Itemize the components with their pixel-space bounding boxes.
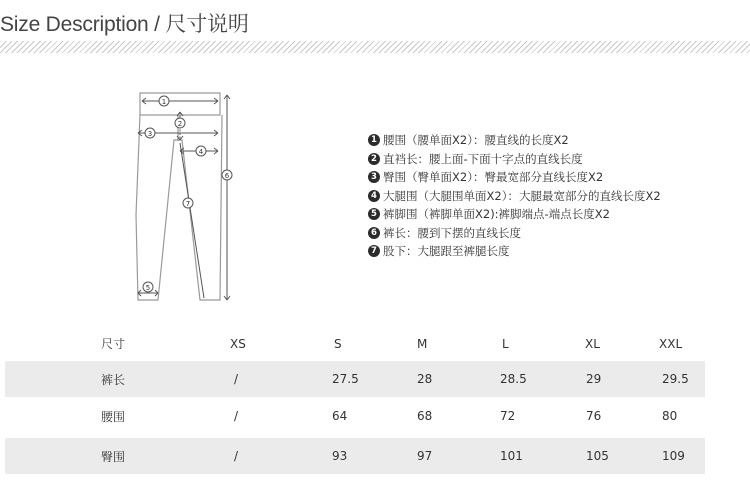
- table-cell: 腰围: [101, 409, 126, 424]
- pants-diagram: [130, 85, 240, 310]
- table-cell: 29: [586, 372, 602, 386]
- table-cell: 29.5: [662, 372, 689, 386]
- table-header-cell: S: [334, 336, 342, 351]
- measurement-legend: [368, 131, 661, 261]
- legend-text: 臀围（臀单面X2）：臀最宽部分直线长度X2: [383, 170, 604, 185]
- table-cell: 64: [332, 409, 348, 423]
- legend-item: [368, 205, 661, 224]
- legend-item: [368, 168, 661, 187]
- table-cell: 76: [586, 409, 602, 423]
- legend-number-badge: 3: [368, 171, 380, 183]
- legend-item: [368, 187, 661, 206]
- diagram-marker-2: [175, 118, 185, 128]
- table-cell: /: [234, 449, 239, 463]
- legend-text: 股下：大腿跟至裤腿长度: [383, 244, 510, 259]
- svg-text:5: 5: [145, 284, 151, 292]
- table-header-cell: 尺寸: [101, 337, 126, 351]
- legend-item: [368, 224, 661, 243]
- svg-text:1: 1: [161, 98, 167, 106]
- diagram-marker-6: [222, 170, 232, 180]
- table-header-cell: XXL: [659, 336, 683, 351]
- table-cell: 93: [332, 449, 348, 463]
- svg-text:7: 7: [185, 200, 191, 208]
- table-cell: /: [234, 409, 239, 423]
- legend-number-badge: 4: [368, 190, 380, 202]
- size-table: [5, 326, 705, 474]
- table-cell: 101: [500, 449, 523, 463]
- table-row: [5, 398, 705, 434]
- legend-text: 腰围（腰单面X2）：腰直线的长度X2: [383, 133, 569, 148]
- diagram-marker-5: [143, 282, 153, 292]
- legend-text: 裤长：腰到下摆的直线长度: [383, 225, 521, 240]
- pants-waistband: [140, 93, 220, 115]
- table-cell: 80: [662, 409, 678, 423]
- svg-text:4: 4: [198, 148, 204, 156]
- table-row: [5, 361, 705, 397]
- diagram-marker-4: [196, 146, 206, 156]
- legend-number-badge: 2: [368, 153, 380, 165]
- table-header-cell: XS: [230, 336, 246, 351]
- title-divider: [0, 41, 750, 53]
- table-cell: 28: [417, 372, 433, 386]
- svg-text:6: 6: [224, 172, 230, 180]
- diagram-marker-7: [183, 198, 193, 208]
- table-cell: 27.5: [332, 372, 359, 386]
- legend-item: [368, 242, 661, 261]
- table-header-cell: XL: [585, 336, 600, 351]
- diagram-marker-1: [159, 96, 169, 106]
- table-cell: 28.5: [500, 372, 527, 386]
- legend-number-badge: 5: [368, 208, 380, 220]
- table-cell: /: [234, 372, 239, 386]
- svg-text:3: 3: [147, 130, 153, 138]
- diagram-marker-3: [145, 128, 155, 138]
- legend-number-badge: 6: [368, 227, 380, 239]
- table-header-cell: M: [417, 336, 428, 351]
- page-title: Size Description / 尺寸说明: [0, 13, 249, 36]
- table-cell: 105: [586, 449, 609, 463]
- table-header-cell: L: [502, 336, 509, 351]
- table-cell: 72: [500, 409, 516, 423]
- table-cell: 68: [417, 409, 433, 423]
- legend-number-badge: 7: [368, 245, 380, 257]
- legend-item: [368, 150, 661, 169]
- legend-text: 直裆长：腰上面-下面十字点的直线长度: [383, 151, 583, 166]
- legend-number-badge: 1: [368, 134, 380, 146]
- legend-item: [368, 131, 661, 150]
- svg-text:2: 2: [177, 120, 183, 128]
- table-cell: 臀围: [101, 449, 126, 464]
- table-cell: 109: [662, 449, 685, 463]
- table-header-row: [5, 326, 705, 361]
- legend-text: 裤脚围（裤脚单面X2):裤脚端点-端点长度X2: [383, 207, 610, 222]
- legend-text: 大腿围（大腿围单面X2）：大腿最宽部分的直线长度X2: [383, 188, 661, 203]
- table-row: [5, 438, 705, 474]
- pants-outline: [136, 115, 222, 300]
- table-cell: 裤长: [101, 372, 126, 387]
- table-cell: 97: [417, 449, 433, 463]
